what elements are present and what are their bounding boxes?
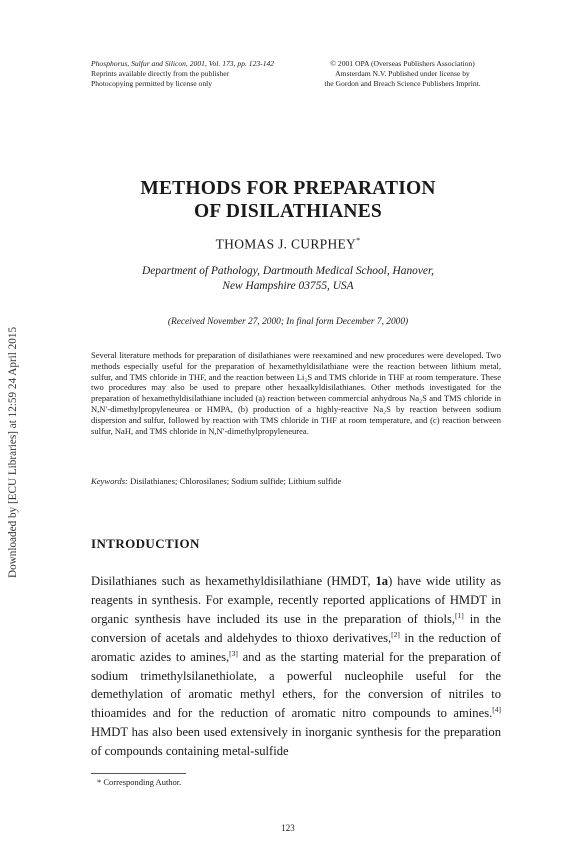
paper-title <box>60 177 516 223</box>
journal-citation <box>91 59 311 89</box>
copyright-line: © 2001 OPA (Overseas Publishers Association) <box>330 59 475 68</box>
download-watermark: Downloaded by [ECU Libraries] at 12:59 24 April 2015 <box>7 326 19 578</box>
journal-line: Phosphorus, Sulfur and Silicon, 2001, Vol. 173, pp. 123-142 <box>91 59 275 68</box>
citation-ref[interactable]: [4] <box>492 705 501 715</box>
author <box>60 236 516 253</box>
author-name: THOMAS J. CURPHEY <box>215 236 357 252</box>
title-line-1: METHODS FOR PREPARATION <box>140 178 436 199</box>
copyright-notice <box>305 59 500 89</box>
imprint-line: the Gordon and Breach Science Publishers Imprint. <box>324 79 481 88</box>
keywords-text: Disilathianes; Chlorosilanes; Sodium sulfide; Lithium sulfide <box>130 476 342 486</box>
citation-ref[interactable]: [1] <box>455 610 464 620</box>
footnote-divider <box>91 773 186 774</box>
body-text: Disilathianes such as hexamethyldisilathiane (HMDT, <box>91 574 376 588</box>
title-line-2: OF DISILATHIANES <box>194 201 382 222</box>
affiliation <box>60 264 516 294</box>
affiliation-line-2: New Hampshire 03755, USA <box>222 280 354 292</box>
citation-ref[interactable]: [3] <box>229 648 238 658</box>
abstract: Several literature methods for preparation of disilathianes were reexamined and new procedures were developed. Two methods especially useful for the preparation of hexamethyldisilathiane were the reaction between lithium metal, sulfur, and TMS chloride in THF, and the reaction between Li₂S and TMS chloride in THF at room temperature. These two procedures may also be used to prepare other hexaalkyldisilathianes. Other methods investigated for the preparation of hexamethyldisilathiane included (a) reaction between commercial anhydrous Na₂S and TMS chloride in N,N′-dimethylpropyleneurea or HMPA, (b) production of a highly-reactive Na₂S by reaction between sodium dispersion and sulfur, followed by reaction with TMS chloride in THF at room temperature, and (c) reaction between sulfur, NaH, and TMS chloride in N,N′-dimethylpropyleneurea. <box>91 350 501 436</box>
body-text: and as the starting material for the preparation of sodium trimethylsilanethiolate, a powerful nucleophile useful for the demethylation of aromatic methyl ethers, for the conversion of nitriles to thioamides and for the reduction of aromatic nitro compounds to amines. <box>91 649 501 721</box>
photocopy-line: Photocopying permitted by license only <box>91 79 213 88</box>
publisher-line: Amsterdam N.V. Published under license by <box>335 69 470 78</box>
keywords <box>91 476 501 486</box>
section-heading: INTRODUCTION <box>91 536 200 551</box>
citation-ref[interactable]: [2] <box>391 629 400 639</box>
page-number: 123 <box>281 823 295 833</box>
keywords-label: Keywords: <box>91 476 128 486</box>
body-text: in the conversion of acetals and aldehydes to thioxo derivatives, <box>91 611 501 645</box>
author-footnote-mark: * <box>356 236 361 245</box>
reprint-line: Reprints available directly from the publisher <box>91 69 230 78</box>
body-text: HMDT has also been used extensively in inorganic synthesis for the preparation of compounds containing metal-sulfide <box>91 725 501 759</box>
body-paragraph <box>91 572 501 761</box>
compound-label: 1a <box>375 574 389 588</box>
body-text: ) have wide utility as reagents in synthesis. For example, recently reported applications of HMDT in organic synthesis have included its use in the preparation of thiols, <box>91 574 501 626</box>
received-dates: (Received November 27, 2000; In final form December 7, 2000) <box>167 317 409 327</box>
affiliation-line-1: Department of Pathology, Dartmouth Medical School, Hanover, <box>141 265 434 277</box>
body-text: in the reduction of aromatic azides to amines, <box>91 630 502 664</box>
footnote: * Corresponding Author. <box>97 777 182 787</box>
